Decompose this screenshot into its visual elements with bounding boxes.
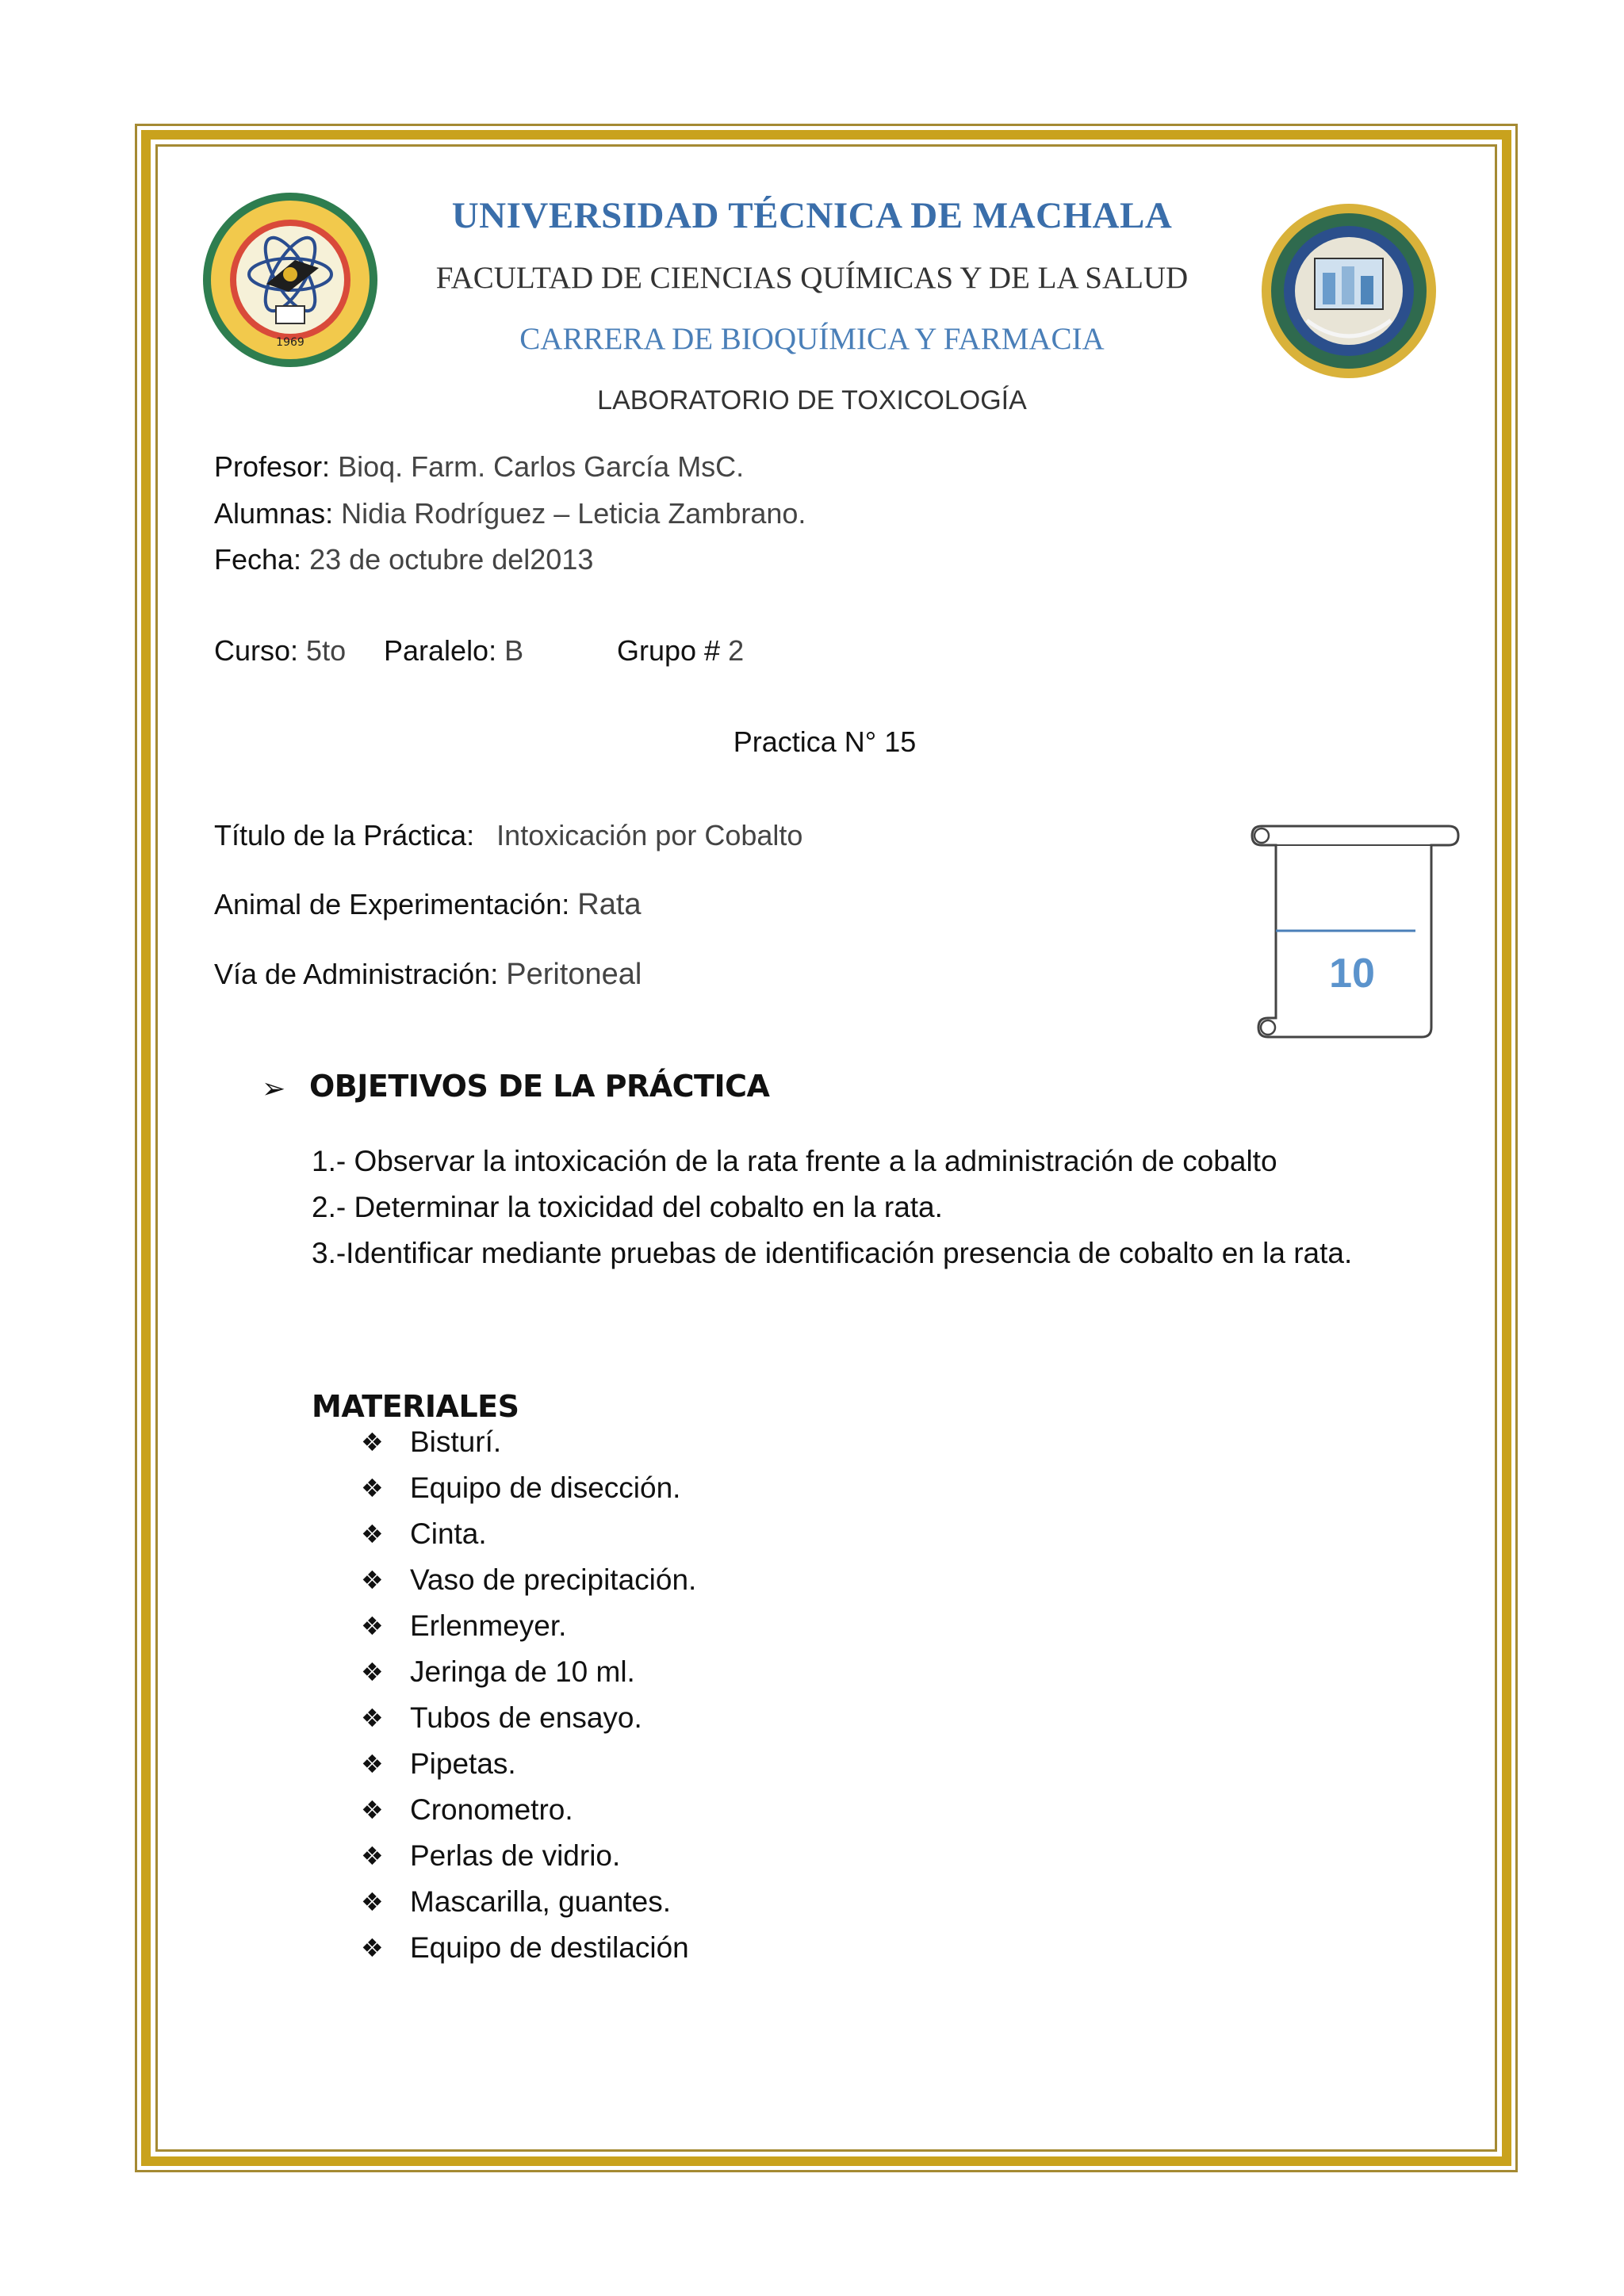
grade-scroll-shape xyxy=(1241,815,1463,1045)
material-text: Jeringa de 10 ml. xyxy=(410,1655,635,1688)
university-name: UNIVERSIDAD TÉCNICA DE MACHALA xyxy=(451,195,1173,236)
practica-number: Practica N° 15 xyxy=(733,725,917,758)
diamond-bullet-icon: ❖ xyxy=(361,1428,384,1456)
alumnas-line xyxy=(214,497,806,530)
material-text: Vaso de precipitación. xyxy=(410,1563,697,1596)
via-label: Vía de Administración: xyxy=(214,958,499,990)
material-text: Erlenmeyer. xyxy=(410,1609,567,1642)
material-text: Equipo de disección. xyxy=(410,1471,681,1504)
diamond-bullet-icon: ❖ xyxy=(361,1750,384,1778)
paralelo-label: Paralelo: xyxy=(384,634,497,667)
material-text: Pipetas. xyxy=(410,1747,516,1780)
animal-line xyxy=(214,888,642,922)
titulo-value: Intoxicación por Cobalto xyxy=(496,819,803,851)
fecha-label: Fecha: xyxy=(214,543,302,576)
diamond-bullet-icon: ❖ xyxy=(361,1796,384,1824)
via-line xyxy=(214,958,642,992)
material-text: Equipo de destilación xyxy=(410,1931,689,1964)
faculty-name: FACULTAD DE CIENCIAS QUÍMICAS Y DE LA SALUD xyxy=(435,261,1189,295)
curso-value: 5to xyxy=(306,634,347,667)
diamond-bullet-icon: ❖ xyxy=(361,1888,384,1916)
profesor-label: Profesor: xyxy=(214,450,331,483)
diamond-bullet-icon: ❖ xyxy=(361,1520,384,1548)
diamond-bullet-icon: ❖ xyxy=(361,1612,384,1640)
curso-label: Curso: xyxy=(214,634,299,667)
grupo-label: Grupo # xyxy=(617,634,721,667)
material-text: Mascarilla, guantes. xyxy=(410,1885,672,1918)
objetivo-item: 3.-Identificar mediante pruebas de identificación presencia de cobalto en la rata. xyxy=(312,1237,1353,1269)
material-text: Cronometro. xyxy=(410,1793,573,1826)
profesor-line xyxy=(214,450,744,484)
materiales-heading: MATERIALES xyxy=(312,1389,519,1424)
diamond-bullet-icon: ❖ xyxy=(361,1704,384,1732)
animal-value: Rata xyxy=(577,888,642,921)
objetivo-item: 2.- Determinar la toxicidad del cobalto en la rata. xyxy=(312,1191,943,1223)
arrow-bullet-icon: ➢ xyxy=(262,1072,286,1104)
diamond-bullet-icon: ❖ xyxy=(361,1566,384,1594)
fecha-value: 23 de octubre del2013 xyxy=(309,543,594,576)
grade-score: 10 xyxy=(1329,951,1375,997)
fecha-line xyxy=(214,543,593,576)
animal-label: Animal de Experimentación: xyxy=(214,888,570,920)
material-text: Perlas de vidrio. xyxy=(410,1839,621,1872)
lab-name: LABORATORIO DE TOXICOLOGÍA xyxy=(597,385,1027,415)
alumnas-value: Nidia Rodríguez – Leticia Zambrano. xyxy=(341,497,806,530)
grupo-value: 2 xyxy=(728,634,745,667)
material-text: Bisturí. xyxy=(410,1425,502,1458)
diamond-bullet-icon: ❖ xyxy=(361,1658,384,1686)
alumnas-label: Alumnas: xyxy=(214,497,334,530)
diamond-bullet-icon: ❖ xyxy=(361,1842,384,1870)
material-text: Cinta. xyxy=(410,1517,487,1550)
profesor-value: Bioq. Farm. Carlos García MsC. xyxy=(338,450,745,483)
titulo-line xyxy=(214,819,802,852)
paralelo-value: B xyxy=(504,634,524,667)
objetivos-heading: OBJETIVOS DE LA PRÁCTICA xyxy=(309,1069,770,1104)
via-value: Peritoneal xyxy=(506,958,642,991)
material-text: Tubos de ensayo. xyxy=(410,1701,642,1734)
titulo-label: Título de la Práctica: xyxy=(214,819,475,851)
diamond-bullet-icon: ❖ xyxy=(361,1474,384,1502)
objetivo-item: 1.- Observar la intoxicación de la rata frente a la administración de cobalto xyxy=(312,1145,1277,1177)
diamond-bullet-icon: ❖ xyxy=(361,1934,384,1962)
logo-year: 1969 xyxy=(276,336,304,349)
career-name: CARRERA DE BIOQUÍMICA Y FARMACIA xyxy=(519,322,1105,356)
